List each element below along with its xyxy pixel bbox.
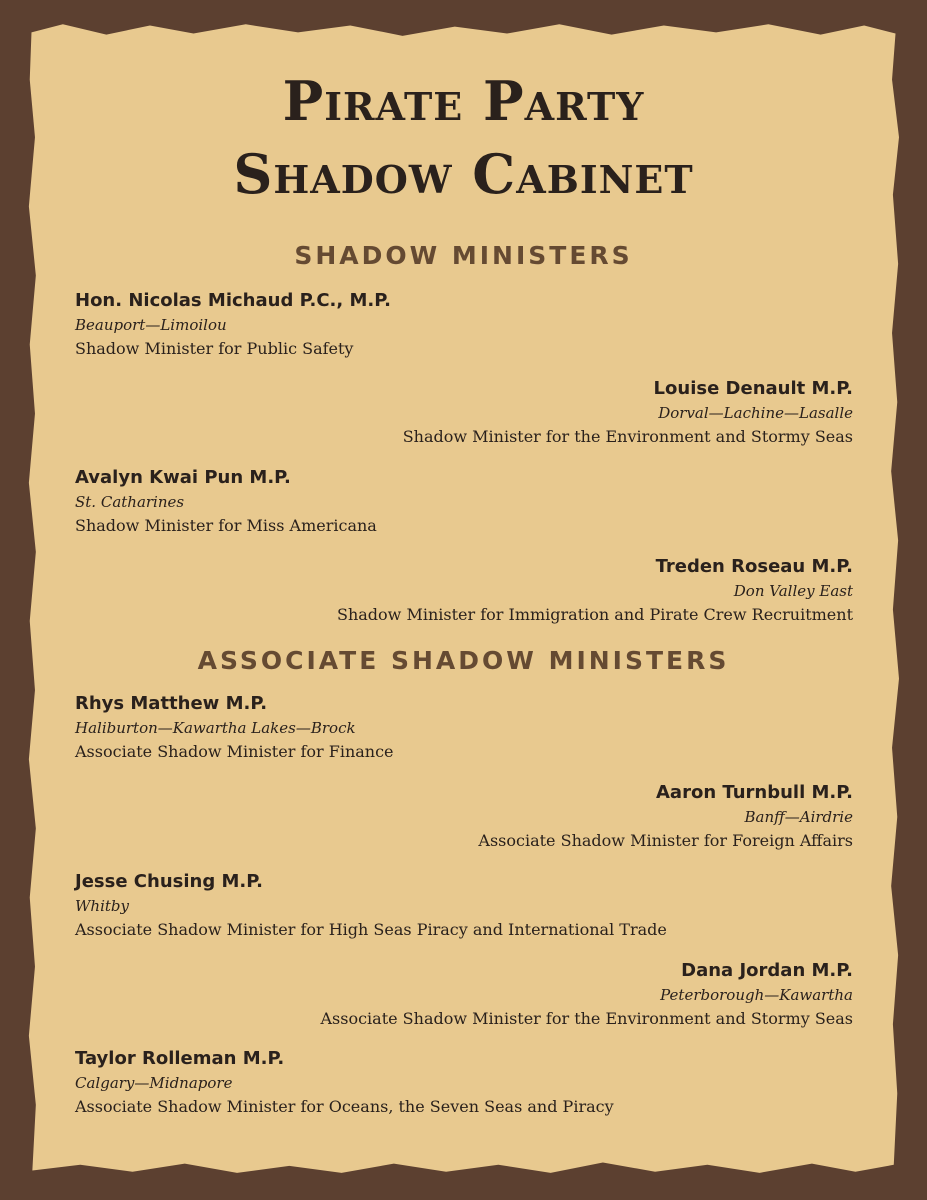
member-riding: Dorval—Lachine—Lasalle: [658, 404, 853, 422]
member-name: Treden Roseau M.P.: [655, 556, 853, 577]
member-role: Associate Shadow Minister for Oceans, the Seven Seas and Piracy: [75, 1097, 614, 1116]
member-name: Taylor Rolleman M.P.: [75, 1048, 285, 1069]
member-name: Aaron Turnbull M.P.: [656, 782, 853, 803]
member-riding: Calgary—Midnapore: [75, 1074, 233, 1092]
member-name: Louise Denault M.P.: [653, 378, 853, 399]
member-entry: [75, 959, 853, 1031]
member-riding: Whitby: [75, 897, 129, 915]
member-name: Dana Jordan M.P.: [681, 960, 853, 981]
member-entry: [75, 781, 853, 853]
member-riding: Haliburton—Kawartha Lakes—Brock: [75, 719, 356, 737]
member-name: Jesse Chusing M.P.: [75, 871, 263, 892]
member-role: Shadow Minister for the Environment and Stormy Seas: [402, 427, 853, 446]
member-role: Associate Shadow Minister for High Seas Piracy and International Trade: [75, 920, 667, 939]
member-riding: Don Valley East: [733, 582, 853, 600]
member-entry: [75, 870, 853, 942]
member-riding: Peterborough—Kawartha: [660, 986, 853, 1004]
member-role: Associate Shadow Minister for the Environment and Stormy Seas: [320, 1009, 853, 1028]
member-role: Shadow Minister for Miss Americana: [75, 516, 377, 535]
member-entry: [75, 289, 853, 361]
member-role: Shadow Minister for Immigration and Pirate Crew Recruitment: [336, 605, 853, 624]
member-role: Associate Shadow Minister for Finance: [75, 742, 394, 761]
member-riding: Banff—Airdrie: [744, 808, 853, 826]
member-entry: [75, 466, 853, 538]
section-heading-associate-shadow-ministers: ASSOCIATE SHADOW MINISTERS: [197, 646, 730, 675]
member-entry: [75, 1047, 853, 1119]
page-title-line-2: Shadow Cabinet: [233, 142, 694, 206]
member-riding: St. Catharines: [75, 493, 185, 511]
member-role: Associate Shadow Minister for Foreign Affairs: [478, 831, 853, 850]
member-entry: [75, 377, 853, 449]
member-role: Shadow Minister for Public Safety: [75, 339, 354, 358]
member-name: Hon. Nicolas Michaud P.C., M.P.: [75, 290, 391, 311]
member-riding: Beauport—Limoilou: [75, 316, 227, 334]
member-entry: [75, 555, 853, 627]
member-name: Rhys Matthew M.P.: [75, 693, 268, 714]
page-title-line-1: Pirate Party: [282, 69, 645, 133]
member-name: Avalyn Kwai Pun M.P.: [75, 467, 291, 488]
member-entry: [75, 692, 853, 764]
section-heading-shadow-ministers: SHADOW MINISTERS: [294, 241, 633, 270]
